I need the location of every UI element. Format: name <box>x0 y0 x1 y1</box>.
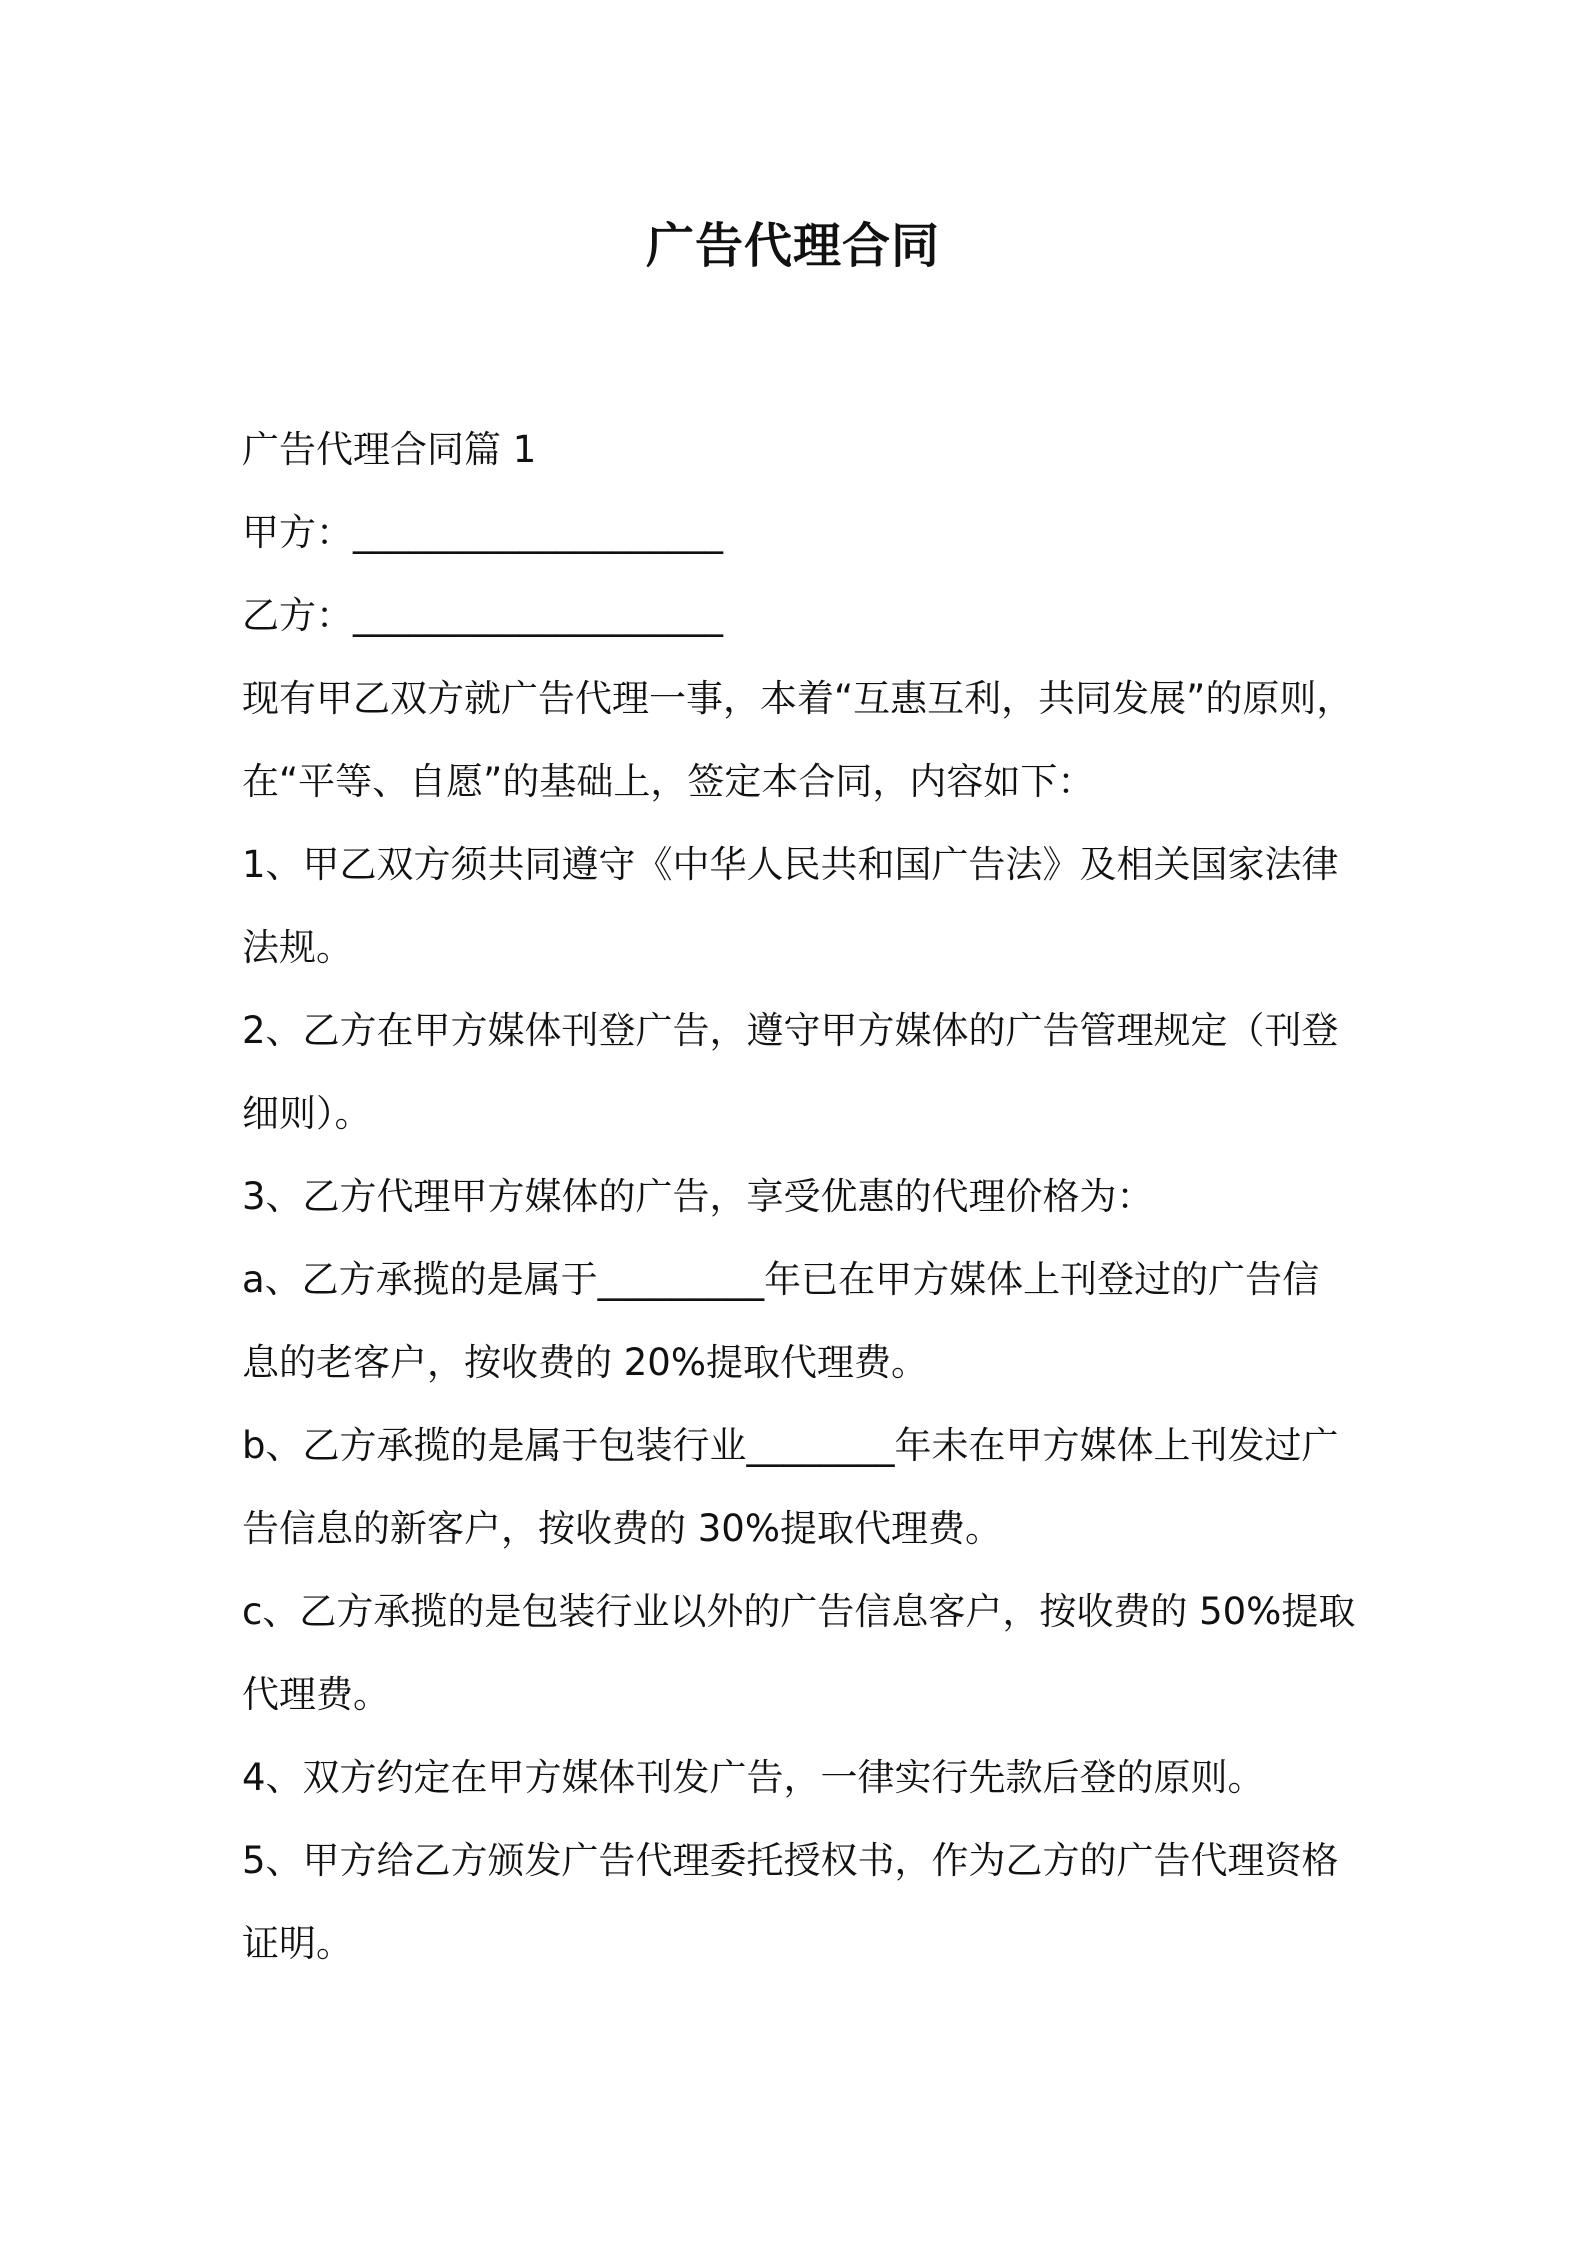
text-line: 在“平等、自愿”的基础上，签定本合同，内容如下： <box>242 760 1095 803</box>
clause-1-line: 1、甲乙双方须共同遵守《中华人民共和国广告法》及相关国家法律 <box>242 843 1339 886</box>
clause-5-line: 证明。 <box>242 1922 353 1965</box>
clause-2-line: 2、乙方在甲方媒体刊登广告，遵守甲方媒体的广告管理规定（刊登 <box>242 1009 1339 1052</box>
clause-1-line: 法规。 <box>242 926 353 969</box>
clause-3b-line: b、乙方承揽的是属于包装行业________年未在甲方媒体上刊发过广 <box>242 1424 1339 1467</box>
clause-4-line: 4、双方约定在甲方媒体刊发广告，一律实行先款后登的原则。 <box>242 1756 1265 1799</box>
document-body <box>242 408 1362 1985</box>
clause-3c-line: c、乙方承揽的是包装行业以外的广告信息客户，按收费的 50%提取 <box>242 1590 1356 1633</box>
clause-3a-line: 息的老客户，按收费的 20%提取代理费。 <box>242 1341 928 1384</box>
clause-5-line: 5、甲方给乙方颁发广告代理委托授权书，作为乙方的广告代理资格 <box>242 1839 1339 1882</box>
clause-3c-line: 代理费。 <box>242 1673 390 1716</box>
clause-3b-line: 告信息的新客户，按收费的 30%提取代理费。 <box>242 1507 1002 1550</box>
clause-3a-line: a、乙方承揽的是属于_________年已在甲方媒体上刊登过的广告信 <box>242 1258 1320 1301</box>
clause-2-line: 细则）。 <box>242 1092 372 1135</box>
clause-3-line: 3、乙方代理甲方媒体的广告，享受优惠的代理价格为： <box>242 1175 1154 1218</box>
document-title: 广告代理合同 <box>645 218 940 274</box>
text-line: 现有甲乙双方就广告代理一事，本着“互惠互利，共同发展”的原则， <box>242 677 1354 720</box>
party-a-line: 甲方：____________________ <box>242 511 723 554</box>
section-heading: 广告代理合同篇 1 <box>242 428 537 471</box>
party-b-line: 乙方：____________________ <box>242 594 723 637</box>
